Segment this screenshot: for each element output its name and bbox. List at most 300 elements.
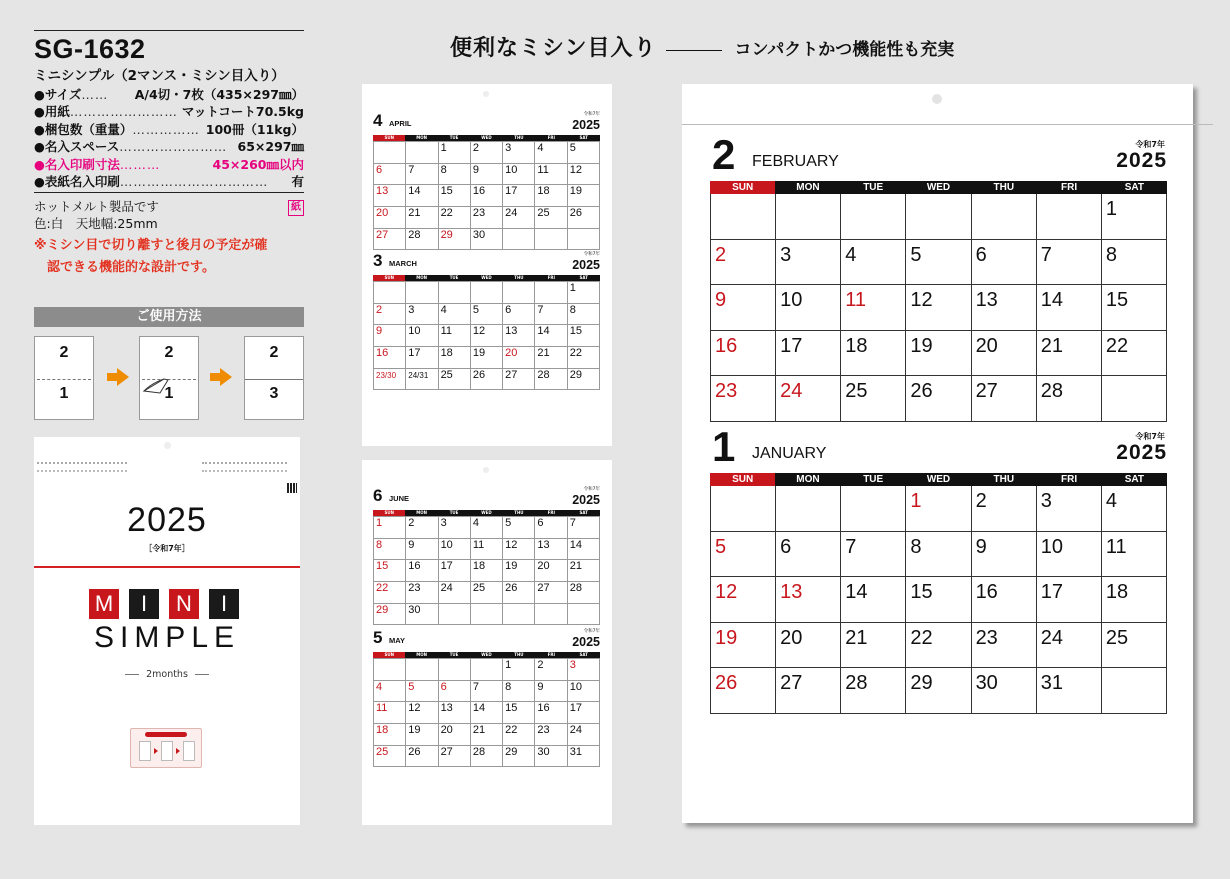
day-number: 29 [440, 228, 453, 241]
day-cell [568, 347, 600, 369]
day-number: 14 [472, 702, 486, 715]
day-number: 29 [910, 672, 933, 695]
day-cell [503, 539, 535, 561]
day-cell [374, 560, 406, 582]
day-number: 17 [569, 702, 582, 715]
weekday-header [373, 275, 600, 281]
day-number: 30 [975, 672, 998, 695]
day-cell [711, 194, 776, 240]
usage-heading: ご使用方法 [34, 307, 304, 327]
day-cell [776, 376, 841, 422]
logo-letter: I [129, 589, 159, 619]
step-top-number: 2 [59, 344, 69, 361]
day-cell [471, 164, 503, 186]
day-number: 17 [505, 185, 518, 198]
year-label: 2025 [572, 635, 600, 649]
day-number: 1 [569, 282, 576, 294]
day-cell [374, 325, 406, 347]
day-cell [503, 369, 535, 391]
day-cell [535, 282, 567, 304]
weekday-header [373, 652, 600, 658]
day-number: 1 [1105, 198, 1117, 220]
day-number: 1 [376, 517, 383, 529]
day-cell [503, 604, 535, 626]
day-number: 4 [472, 517, 479, 529]
spec-row [34, 121, 304, 138]
day-number: 24/31 [408, 370, 429, 380]
day-number: 25 [440, 368, 453, 381]
day-number: 7 [845, 535, 857, 558]
day-number: 21 [1040, 334, 1063, 357]
day-cell [439, 304, 471, 326]
day-number: 29 [376, 603, 389, 616]
perforation-line [682, 124, 1213, 125]
day-number: 23 [537, 724, 550, 737]
day-number: 12 [505, 538, 518, 551]
headline-dash [666, 50, 722, 51]
day-number: 27 [505, 368, 518, 381]
day-cell [1102, 486, 1167, 532]
day-number: 2 [715, 243, 727, 266]
day-number: 25 [472, 582, 486, 595]
day-cell [374, 724, 406, 746]
day-cell [1037, 194, 1102, 240]
day-cell [776, 668, 841, 714]
day-number: 30 [472, 228, 486, 241]
step-bottom-number: 1 [59, 385, 69, 402]
day-cell [503, 185, 535, 207]
day-cell [406, 539, 438, 561]
day-cell [374, 746, 406, 768]
day-cell [439, 369, 471, 391]
day-number: 6 [537, 517, 544, 529]
day-number: 13 [440, 702, 453, 715]
day-cell [406, 229, 438, 251]
day-cell [503, 724, 535, 746]
day-cell [374, 229, 406, 251]
day-number: 19 [569, 185, 582, 198]
leader-dots: …………………………… [119, 174, 269, 190]
day-number: 15 [505, 702, 518, 715]
day-cell [1037, 331, 1102, 377]
day-cell [503, 282, 535, 304]
hanging-hole [164, 442, 171, 449]
day-cell [1037, 623, 1102, 669]
day-cell [406, 325, 438, 347]
sticker-page [161, 741, 173, 761]
day-cell [776, 240, 841, 286]
weekday-label: SUN [373, 510, 405, 516]
day-cell [503, 347, 535, 369]
month-march [373, 251, 600, 390]
leader-dots: …………… [132, 121, 200, 137]
day-number: 2 [376, 303, 383, 316]
day-cell [906, 532, 971, 578]
day-number: 7 [472, 680, 479, 693]
wareki-label: 令和7年 [583, 112, 600, 117]
day-number: 17 [408, 347, 421, 360]
day-cell [535, 724, 567, 746]
month-number: 1 [712, 423, 736, 470]
day-cell [568, 164, 600, 186]
day-number: 24 [780, 380, 803, 403]
day-cell [906, 486, 971, 532]
hanging-hole [932, 94, 942, 104]
day-cell [471, 681, 503, 703]
day-cell [568, 229, 600, 251]
day-number: 11 [440, 325, 452, 338]
day-cell [972, 194, 1037, 240]
day-cell [776, 486, 841, 532]
month-grid [710, 194, 1167, 422]
day-number: 19 [408, 724, 421, 737]
weekday-header [710, 181, 1167, 194]
day-cell [776, 532, 841, 578]
month-number: 5 [373, 628, 383, 647]
day-number: 16 [537, 702, 550, 715]
day-number: 18 [537, 185, 550, 198]
day-cell [1102, 532, 1167, 578]
day-number: 10 [569, 680, 582, 693]
year-label: 2025 [572, 258, 600, 272]
day-number: 8 [910, 535, 922, 558]
leader-dots: …………………… [69, 104, 178, 120]
day-number: 7 [569, 517, 576, 529]
day-cell [471, 746, 503, 768]
day-cell [568, 142, 600, 164]
day-cell [406, 560, 438, 582]
day-number: 30 [408, 603, 421, 616]
day-number: 22 [505, 724, 518, 737]
day-cell [374, 347, 406, 369]
spec-label: ●梱包数（重量） [34, 121, 133, 137]
day-cell [374, 164, 406, 186]
day-cell [374, 207, 406, 229]
day-cell [841, 376, 906, 422]
day-number: 8 [569, 303, 576, 316]
weekday-label: FRI [547, 652, 555, 657]
day-cell [406, 724, 438, 746]
day-cell [906, 668, 971, 714]
day-number: 31 [569, 745, 582, 758]
headline-sub: コンパクトかつ機能性も充実 [734, 40, 955, 60]
product-name: ミニシンプル（2マンス・ミシン目入り） [34, 68, 285, 84]
day-cell [374, 282, 406, 304]
day-cell [471, 282, 503, 304]
simple-logo: SIMPLE [93, 621, 241, 654]
day-cell [1037, 532, 1102, 578]
day-number: 8 [505, 680, 512, 693]
day-cell [841, 577, 906, 623]
day-cell [471, 560, 503, 582]
day-number: 23 [408, 582, 421, 595]
day-number: 1 [910, 490, 922, 512]
day-cell [406, 164, 438, 186]
weekday-label: TUE [449, 275, 459, 280]
day-cell [568, 325, 600, 347]
day-number: 17 [1040, 581, 1063, 604]
day-cell [439, 282, 471, 304]
weekday-label: THU [514, 135, 524, 140]
day-cell [406, 282, 438, 304]
month-name: JANUARY [752, 445, 827, 462]
day-number: 2 [472, 142, 479, 154]
day-number: 5 [715, 535, 727, 558]
day-cell [503, 142, 535, 164]
day-cell [406, 659, 438, 681]
spec-row [34, 103, 304, 120]
day-number: 12 [910, 289, 933, 312]
weekday-label: WED [481, 275, 492, 280]
perforation-line [37, 379, 91, 380]
day-cell [535, 304, 567, 326]
day-cell [439, 207, 471, 229]
day-cell [1102, 240, 1167, 286]
day-cell [906, 285, 971, 331]
day-number: 2 [975, 490, 987, 512]
spec-row [34, 173, 304, 190]
day-number: 20 [975, 334, 998, 357]
day-number: 23/30 [376, 370, 397, 380]
day-cell [972, 668, 1037, 714]
leader-dots: …… [81, 87, 109, 102]
day-cell [374, 604, 406, 626]
month-grid [373, 281, 600, 390]
day-cell [439, 325, 471, 347]
day-number: 17 [780, 334, 803, 357]
weekday-label: FRI [547, 275, 555, 280]
day-number: 11 [376, 702, 388, 715]
spec-label: ●サイズ [34, 87, 82, 102]
day-cell [503, 746, 535, 768]
day-number: 10 [440, 538, 453, 551]
year-label: 2025 [572, 493, 600, 507]
day-number: 10 [1040, 535, 1063, 558]
usage-step-2 [139, 336, 199, 420]
leader-dots: …………………… [119, 139, 228, 155]
day-cell [439, 142, 471, 164]
day-cell [406, 304, 438, 326]
headline [450, 31, 954, 62]
day-number: 28 [537, 368, 550, 381]
day-number: 22 [910, 626, 933, 649]
day-cell [568, 702, 600, 724]
day-number: 24 [1040, 626, 1063, 649]
day-number: 14 [537, 325, 550, 338]
day-number: 22 [440, 207, 453, 220]
day-cell [406, 207, 438, 229]
year-label: 2025 [572, 118, 600, 132]
day-cell [841, 668, 906, 714]
weekday-label: SAT [579, 510, 588, 515]
day-number: 3 [780, 243, 792, 266]
day-number: 28 [569, 582, 582, 595]
day-number: 21 [537, 347, 550, 360]
month-number: 4 [373, 111, 383, 130]
day-cell [406, 185, 438, 207]
day-number: 23 [472, 207, 486, 220]
day-number: 18 [472, 560, 486, 573]
weekday-label: WED [481, 135, 492, 140]
arrow-right-icon [154, 748, 158, 754]
day-number: 14 [1040, 289, 1063, 312]
step-bottom-number: 1 [164, 385, 174, 402]
sticker-title-bar [145, 732, 187, 737]
day-number: 24 [569, 724, 582, 737]
day-number: 16 [376, 347, 389, 360]
month-header [710, 423, 1167, 473]
day-number: 15 [440, 185, 453, 198]
day-cell [535, 325, 567, 347]
day-number: 16 [975, 581, 998, 604]
day-cell [439, 582, 471, 604]
day-cell [471, 185, 503, 207]
day-cell [439, 517, 471, 539]
day-cell [1037, 285, 1102, 331]
spec-value: A/4切・7枚（435×297㎜） [134, 87, 304, 102]
product-code: SG-1632 [34, 34, 146, 64]
day-number: 19 [715, 626, 738, 649]
day-number: 13 [376, 185, 389, 198]
day-number: 9 [408, 538, 415, 551]
day-cell [841, 623, 906, 669]
weekday-label: MON [416, 135, 427, 140]
spec-row [34, 156, 304, 173]
day-number: 3 [1040, 490, 1052, 512]
day-cell [776, 194, 841, 240]
spec-value: 100冊（11kg） [205, 121, 304, 137]
day-number: 4 [440, 303, 447, 316]
day-cell [535, 185, 567, 207]
day-number: 26 [472, 368, 486, 381]
day-cell [471, 517, 503, 539]
day-number: 1 [440, 142, 447, 154]
weekday-label: FRI [1060, 474, 1078, 485]
hanging-hole [483, 467, 489, 473]
day-number: 29 [505, 745, 518, 758]
weekday-label: FRI [547, 510, 555, 515]
day-cell [841, 532, 906, 578]
day-cell [439, 560, 471, 582]
weekday-label: THU [514, 275, 524, 280]
day-cell [568, 517, 600, 539]
weekday-label: SAT [579, 652, 588, 657]
weekday-header [373, 510, 600, 516]
day-cell [471, 369, 503, 391]
day-cell [1102, 331, 1167, 377]
day-number: 20 [376, 207, 389, 220]
day-number: 27 [780, 672, 803, 695]
day-cell [535, 142, 567, 164]
day-cell [471, 539, 503, 561]
day-number: 18 [376, 724, 389, 737]
day-cell [972, 532, 1037, 578]
day-cell [1102, 376, 1167, 422]
day-cell [841, 240, 906, 286]
day-number: 27 [376, 228, 389, 241]
day-cell [1037, 376, 1102, 422]
day-cell [906, 331, 971, 377]
spec-list [34, 86, 304, 190]
day-number: 13 [505, 325, 518, 338]
day-number: 6 [975, 243, 987, 266]
step-top-number: 2 [164, 344, 174, 361]
month-january [710, 423, 1167, 714]
day-number: 23 [975, 626, 998, 649]
day-cell [1102, 668, 1167, 714]
day-number: 11 [1105, 535, 1127, 558]
weekday-label: MON [416, 510, 427, 515]
day-number: 16 [715, 334, 738, 357]
day-cell [1037, 240, 1102, 286]
day-number: 20 [505, 347, 518, 360]
day-cell [568, 746, 600, 768]
day-number: 11 [472, 538, 485, 551]
arrow-right-icon [117, 368, 129, 386]
spec-value: マットコート70.5kg [181, 104, 304, 120]
day-number: 13 [975, 289, 998, 312]
day-cell [1037, 486, 1102, 532]
weekday-label: TUE [863, 474, 884, 485]
day-number: 25 [537, 207, 550, 220]
spec-row [34, 138, 304, 155]
day-number: 4 [845, 243, 857, 266]
month-header [373, 486, 600, 510]
year-label: 2025 [1116, 441, 1167, 464]
day-number: 16 [472, 185, 486, 198]
weekday-label: SAT [1124, 474, 1144, 485]
weekday-label: WED [481, 652, 492, 657]
day-cell [841, 285, 906, 331]
day-number: 26 [505, 582, 518, 595]
day-cell [471, 304, 503, 326]
day-number: 1 [505, 659, 512, 671]
day-number: 4 [1105, 490, 1117, 512]
day-number: 21 [569, 560, 582, 573]
day-number: 2 [537, 659, 544, 671]
spec-label: ●用紙 [34, 104, 70, 120]
day-number: 14 [408, 185, 421, 198]
month-number: 2 [712, 131, 736, 178]
logo-letter: N [169, 589, 199, 619]
step-bottom-number: 3 [269, 385, 279, 402]
weekday-label: MON [796, 474, 820, 485]
day-cell [711, 577, 776, 623]
day-number: 25 [845, 380, 868, 403]
weekday-label: WED [481, 510, 492, 515]
day-cell [1037, 668, 1102, 714]
day-cell [776, 577, 841, 623]
day-cell [568, 369, 600, 391]
day-number: 5 [569, 142, 576, 154]
day-cell [535, 560, 567, 582]
calendar-page-apr-mar [362, 84, 612, 446]
headline-main: 便利なミシン目入り [450, 35, 657, 61]
day-cell [711, 623, 776, 669]
day-number: 7 [537, 303, 544, 316]
note-hotmelt [34, 198, 304, 215]
month-april [373, 111, 600, 250]
day-number: 6 [780, 535, 792, 558]
day-cell [568, 724, 600, 746]
day-cell [374, 304, 406, 326]
arrow-right-icon [220, 368, 232, 386]
day-number: 25 [376, 745, 389, 758]
perforation-note-line1: ※ミシン目で切り離すと後月の予定が確 [34, 238, 268, 254]
day-cell [374, 659, 406, 681]
year-label: 2025 [1116, 149, 1167, 172]
spec-label: ●名入スペース [34, 139, 120, 155]
